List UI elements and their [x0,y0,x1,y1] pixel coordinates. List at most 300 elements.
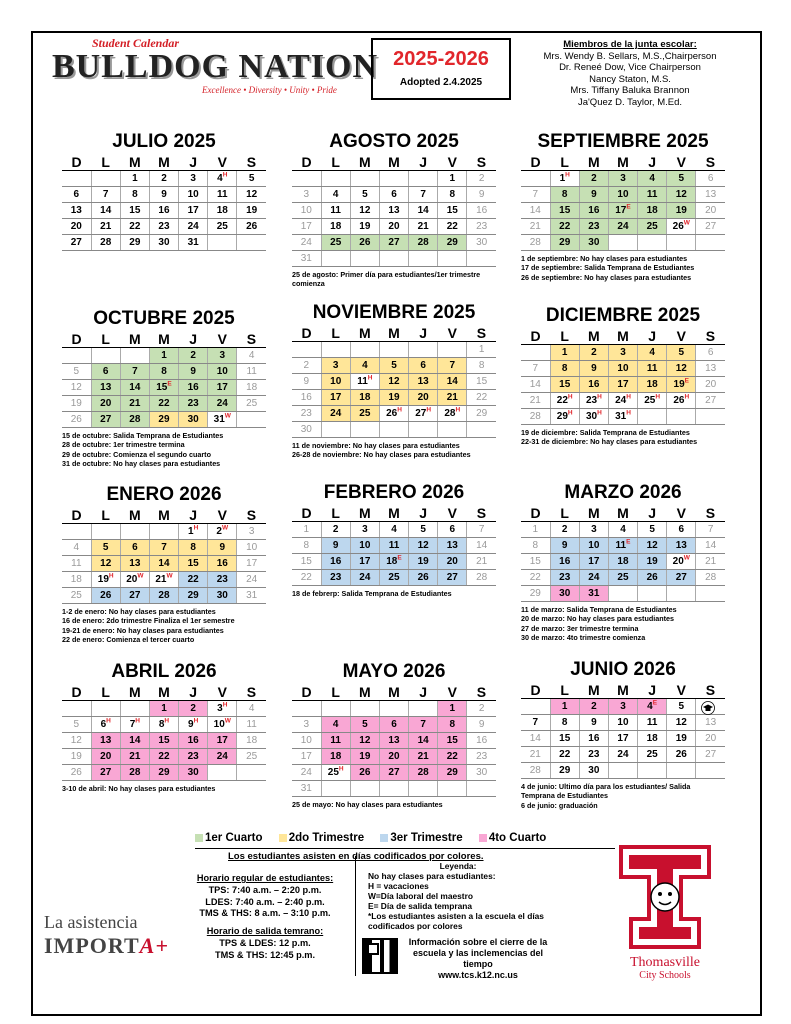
day-cell [696,219,725,235]
day-number: 28 [158,590,170,601]
day-cell [292,358,321,374]
weekday-header: V [438,683,467,701]
thomasville-logo [615,845,715,985]
week-row [292,717,496,733]
day-cell [409,235,438,251]
day-number: 29 [446,237,458,248]
day-marker: H [626,393,631,401]
day-cell [579,715,608,731]
weekday-header: S [696,681,725,699]
day-number: 17 [246,558,258,569]
closing-text: Información sobre el cierre de la escuela y las inclemencias del tiempo [408,937,548,969]
day-cell [467,554,496,570]
day-number: 19 [70,398,82,409]
weekday-header: M [379,324,408,342]
day-cell [696,361,725,377]
day-number: 4 [362,360,368,371]
day-number: 23 [330,572,342,583]
day-number: 15 [300,556,312,567]
day-cell [237,749,266,765]
day-cell [350,701,379,717]
week-row [292,406,496,422]
day-number: 1 [161,703,167,714]
day-cell [292,733,321,749]
weekday-header: M [579,681,608,699]
day-cell [292,554,321,570]
day-number: 2 [478,173,485,184]
bulldog-nation-logo [52,36,379,98]
day-number: 26 [675,749,687,760]
day-cell [409,171,438,187]
day-cell [550,699,579,715]
day-cell [409,187,438,203]
board-member: Ja'Quez D. Taylor, M.Ed. [577,96,683,108]
weekday-header: J [638,681,667,699]
day-number: 27 [675,572,687,583]
day-number: 14 [158,558,170,569]
day-number: 24 [359,572,371,583]
day-cell [292,251,321,267]
day-cell [696,409,725,425]
week-row [292,781,496,797]
day-cell [521,731,550,747]
regular-hours-title: Horario regular de estudiantes: [196,873,334,883]
day-number: 17 [588,556,600,567]
day-cell [638,731,667,747]
day-cell [579,554,608,570]
day-cell [467,342,496,358]
day-cell [149,765,178,781]
weekday-header: L [550,153,579,171]
month-grid [62,683,266,781]
day-marker: H [455,406,461,414]
day-cell [550,219,579,235]
day-cell [438,342,467,358]
month-note: 22 de enero: Comienza el tercer cuarto [62,635,195,645]
weekday-header: M [379,153,408,171]
week-row [62,396,266,412]
day-number: 3 [591,524,597,535]
day-number: 20 [705,733,717,744]
day-number: 18 [216,205,228,216]
day-number: 10 [246,542,258,553]
day-number: 13 [70,205,82,216]
day-cell [321,358,350,374]
day-cell [638,586,667,602]
day-cell [550,554,579,570]
month-title: JUNIO 2026 [570,659,676,680]
day-number: 5 [73,366,80,377]
day-number: 25 [327,767,339,778]
month-diciembre [521,305,725,447]
day-cell [208,701,237,717]
key-line: No hay clases para estudiantes: [368,871,496,881]
day-cell [409,219,438,235]
day-cell [62,380,91,396]
day-number: 24 [617,221,629,232]
day-cell [179,187,208,203]
day-number: 27 [446,572,458,583]
day-cell [379,203,408,219]
month-notes [521,254,725,282]
month-note: 16 de enero: 2do trimestre Finaliza el 1er semestre [62,616,235,626]
day-number: 12 [675,189,687,200]
weekday-header: M [350,324,379,342]
day-cell [91,701,120,717]
day-cell [321,171,350,187]
day-number: 2 [591,173,597,184]
day-cell [292,390,321,406]
day-cell [467,219,496,235]
day-number: 3 [217,703,223,714]
board-member: Dr. Reneé Dow, Vice Chairperson [559,62,701,74]
day-marker: W [224,717,231,725]
week-row [521,747,725,763]
day-cell [409,733,438,749]
day-cell [438,701,467,717]
day-cell [350,203,379,219]
weekday-header: D [62,330,91,348]
month-title: DICIEMBRE 2025 [545,305,701,326]
day-cell [62,524,91,540]
day-cell [579,219,608,235]
day-cell [696,171,725,187]
day-number: 20 [70,221,82,232]
day-cell [608,538,637,554]
day-cell [91,396,120,412]
day-number: 8 [158,719,165,730]
day-cell [379,749,408,765]
day-marker: E [626,538,631,546]
day-cell [579,586,608,602]
day-cell [237,348,266,364]
day-number: 13 [129,558,141,569]
day-number: 21 [155,574,167,585]
week-row [62,219,266,235]
weekday-header: S [237,506,266,524]
month-title: OCTUBRE 2025 [93,308,235,329]
day-number: 16 [158,205,170,216]
day-number: 30 [187,414,199,425]
day-number: 13 [388,735,400,746]
day-cell [579,393,608,409]
day-number: 23 [588,749,600,760]
week-row [292,765,496,781]
weekday-header: L [91,330,120,348]
weekday-header: L [550,504,579,522]
day-number: 31 [588,588,600,599]
day-number: 5 [678,173,685,184]
week-row [521,377,725,393]
day-cell [179,765,208,781]
month-note: 30 de marzo: 4to trimestre comienza [521,633,646,643]
month-note: 1-2 de enero: No hay clases para estudiantes [62,607,216,616]
day-number: 27 [100,767,112,778]
day-cell [521,235,550,251]
day-number: 12 [646,540,658,551]
weekday-header: M [350,683,379,701]
day-cell [179,380,208,396]
day-cell [321,187,350,203]
week-row [292,749,496,765]
day-number: 16 [300,392,312,403]
district-town: Thomasville [630,955,700,970]
month-grid [292,153,496,267]
day-number: 25 [216,221,228,232]
day-cell [350,390,379,406]
year-title: 2025-2026 [393,48,489,70]
day-cell [237,171,266,187]
day-number: 30 [300,424,312,435]
weekday-header: M [579,504,608,522]
day-number: 12 [675,717,687,728]
day-cell [521,538,550,554]
day-cell [120,524,149,540]
day-number: 15 [476,376,488,387]
day-cell [438,570,467,586]
day-cell [149,572,178,588]
day-number: 10 [187,189,199,200]
day-cell [379,765,408,781]
day-marker: H [222,171,228,179]
day-cell [237,524,266,540]
day-cell [696,747,725,763]
week-row [292,554,496,570]
board-member: Mrs. Tiffany Baluka Brannon [570,85,690,97]
day-number: 16 [187,735,199,746]
weekday-header: V [438,504,467,522]
weekday-header: V [438,153,467,171]
day-cell [608,409,637,425]
day-number: 1 [449,703,456,714]
day-marker: E [167,380,172,388]
day-cell [237,412,266,428]
day-number: 21 [529,749,541,760]
day-number: 4 [332,719,339,730]
day-number: 14 [129,735,141,746]
day-cell [321,219,350,235]
weekday-header: V [438,324,467,342]
day-cell [149,540,178,556]
weekday-header: M [120,330,149,348]
day-cell [438,781,467,797]
day-cell [208,717,237,733]
week-row [292,422,496,438]
day-cell [438,390,467,406]
day-cell [467,171,496,187]
weekday-header: M [120,153,149,171]
day-number: 13 [705,363,717,374]
day-number: 26 [672,221,684,232]
day-cell [550,522,579,538]
month-note: 26-28 de noviembre: No hay clases para estudiantes [292,450,471,460]
weekday-header: D [62,683,91,701]
day-cell [120,412,149,428]
day-cell [292,235,321,251]
district-sub: City Schools [639,970,691,981]
day-number: 8 [561,717,568,728]
day-cell [667,747,696,763]
day-cell [608,203,637,219]
day-cell [292,701,321,717]
day-cell [379,522,408,538]
day-cell [409,390,438,406]
day-cell [667,203,696,219]
day-number: 20 [100,398,112,409]
day-number: 29 [529,588,541,599]
day-cell [62,540,91,556]
week-row [521,522,725,538]
day-cell [438,765,467,781]
month-note: 26 de septiembre: No hay clases para estudiantes [521,272,692,282]
month-note: 31 de octubre: No hay clases para estudiantes [62,459,221,469]
weekday-header: M [149,683,178,701]
day-number: 25 [246,398,258,409]
day-cell [521,570,550,586]
day-cell [237,588,266,604]
day-number: 6 [391,719,397,730]
day-cell [438,171,467,187]
day-number: 26 [359,237,371,248]
day-number: 27 [388,237,400,248]
board-title: Miembros de la junta escolar: [563,39,697,50]
month-grid [62,330,266,428]
key-line: *Los estudiantes asisten a la escuela el días codificados por colores [368,911,544,931]
day-cell [696,345,725,361]
day-number: 31 [187,237,199,248]
day-number: 3 [362,524,368,535]
day-cell [608,731,637,747]
day-cell [208,187,237,203]
day-number: 13 [100,382,112,393]
day-cell [696,393,725,409]
month-grid [292,324,496,438]
day-number: 14 [476,540,488,551]
day-number: 10 [330,376,342,387]
day-number: 29 [158,414,170,425]
website-link[interactable]: www.tcs.k12.nc.us [438,970,518,980]
day-cell [438,554,467,570]
day-number: 17 [300,751,312,762]
week-row [292,171,496,187]
week-row [62,380,266,396]
day-number: 9 [161,189,167,200]
day-cell [638,219,667,235]
day-cell [667,219,696,235]
day-cell [608,522,637,538]
day-number: 20 [417,392,429,403]
day-marker: H [193,717,199,725]
day-number: 24 [300,237,312,248]
day-cell [91,749,120,765]
month-title: NOVIEMBRE 2025 [312,302,476,323]
day-cell [91,588,120,604]
day-marker: H [597,409,602,417]
day-cell [179,540,208,556]
day-cell [91,171,120,187]
day-number: 17 [615,205,627,216]
day-cell [237,733,266,749]
day-cell [409,374,438,390]
day-number: 5 [73,719,80,730]
day-number: 16 [559,556,571,567]
day-number: 9 [591,363,597,374]
day-cell [208,588,237,604]
day-cell [149,412,178,428]
day-number: 16 [187,382,199,393]
day-number: 4 [649,173,655,184]
day-cell [350,522,379,538]
day-number: 21 [705,556,717,567]
day-number: 8 [132,189,138,200]
day-number: 1 [561,701,568,712]
day-cell [521,393,550,409]
day-number: 3 [620,173,626,184]
weekday-header: M [149,153,178,171]
day-cell [696,731,725,747]
week-row [521,345,725,361]
day-number: 3 [219,350,226,361]
day-cell [667,171,696,187]
day-cell [467,390,496,406]
day-cell [379,733,408,749]
weekday-header: V [208,683,237,701]
weekday-header: S [696,504,725,522]
day-cell [438,235,467,251]
day-number: 21 [417,751,429,762]
day-number: 3 [248,526,255,537]
day-cell [149,187,178,203]
week-row [521,538,725,554]
day-number: 9 [478,189,485,200]
day-number: 7 [132,366,138,377]
week-row [292,538,496,554]
day-cell [292,570,321,586]
day-cell [91,235,120,251]
month-notes [62,607,266,645]
weekday-header: M [149,506,178,524]
day-cell [409,701,438,717]
day-cell [179,235,208,251]
qr-code[interactable] [362,938,398,974]
day-cell [208,219,237,235]
weekday-header: S [467,153,496,171]
day-cell [321,717,350,733]
day-cell [608,763,637,779]
day-number: 11 [246,366,257,377]
day-number: 8 [478,360,485,371]
day-cell [379,554,408,570]
day-number: 17 [300,221,312,232]
day-number: 23 [559,572,571,583]
day-number: 14 [446,376,458,387]
day-number: 29 [559,237,571,248]
day-cell [179,701,208,717]
weekday-header: V [208,506,237,524]
day-marker: H [684,393,690,401]
day-number: 10 [588,540,600,551]
day-number: 4 [73,542,80,553]
import-line2: IMPORTA+ [44,933,169,958]
day-number: 30 [476,237,488,248]
day-number: 19 [246,205,258,216]
day-cell [579,731,608,747]
month-notes [62,431,266,469]
day-number: 28 [129,414,141,425]
day-cell [638,377,667,393]
day-number: 2 [591,347,597,358]
week-row [62,412,266,428]
